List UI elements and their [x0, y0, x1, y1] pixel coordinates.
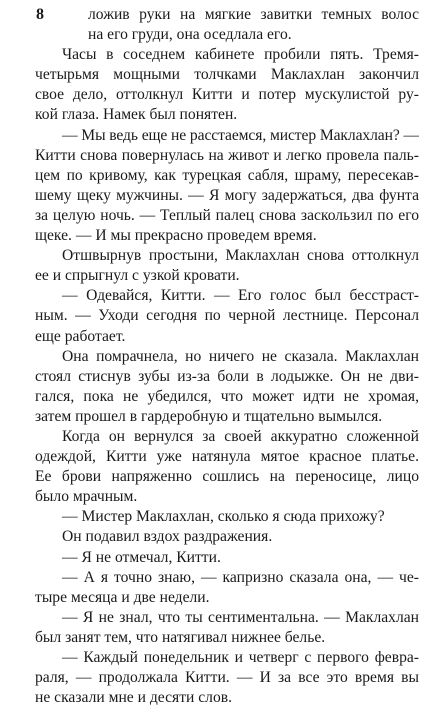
- text-line: свое дело, оттолкнул Китти и потер мускулистой ру-: [35, 86, 419, 104]
- text-line: затем прошел в гардеробную и тщательно вымылся.: [35, 407, 383, 425]
- text-line: Часы в соседнем кабинете пробили пять. Тремя-: [62, 46, 419, 64]
- text-line: было мрачным.: [35, 488, 138, 506]
- text-line: Она помрачнела, но ничего не сказала. Маклахлан: [62, 347, 419, 365]
- text-line: — Каждый понедельник и четверг с первого февра-: [62, 649, 419, 666]
- text-line: не сказали мне и десяти слов.: [35, 689, 233, 707]
- text-line: Когда он вернулся за своей аккуратно сложенной: [62, 427, 419, 445]
- body-text: [35, 5, 419, 708]
- text-line: на его груди, она оседлала его.: [88, 26, 292, 44]
- text-line: за целую ночь. — Теплый палец снова заскользил по его: [35, 206, 419, 224]
- text-line: Китти снова повернулась на живот и легко провела паль-: [35, 146, 419, 164]
- text-line: Он подавил вздох раздражения.: [62, 528, 273, 546]
- text-line: еще работает.: [35, 327, 126, 345]
- text-line: Отшвырнув простыни, Маклахлан снова оттолкнул: [62, 247, 419, 265]
- text-line: — Одевайся, Китти. — Его голос был бесстраст-: [62, 287, 419, 305]
- text-line: ным. — Уходи сегодня по черной лестнице. Персонал: [35, 307, 419, 325]
- text-line: гался, пока не убедился, что может идти не хромая,: [35, 387, 419, 405]
- text-line: — А я точно знаю, — капризно сказала она, — че-: [62, 568, 419, 586]
- text-line: четырьмя мощными толчками Маклахлан закончил: [35, 66, 419, 84]
- text-line: кой глаза. Намек был понятен.: [35, 106, 238, 124]
- text-line: тыре месяца и две недели.: [35, 588, 210, 606]
- text-line: — Я не отмечал, Китти.: [62, 548, 221, 566]
- text-line: — Мистер Маклахлан, сколько я сюда прихожу?: [62, 508, 385, 526]
- text-line: — Мы ведь еще не расстаемся, мистер Маклахлан? —: [62, 126, 419, 144]
- text-line: цем по кривому, как турецкая сабля, шраму, пересекав-: [35, 166, 419, 184]
- text-line: был занят тем, что натягивал нижнее белье.: [35, 628, 326, 646]
- text-line: — Я не знал, что ты сентиментальна. — Маклахлан: [62, 608, 419, 626]
- page-number: 8: [36, 6, 44, 23]
- text-line: щеке. — И мы прекрасно проведем время.: [35, 227, 317, 245]
- text-line: раля, — продолжала Китти. — И за все это время вы: [35, 669, 419, 687]
- text-line: стоял стиснув зубы из-за боли в лодыжке. Он не дви-: [35, 367, 419, 385]
- text-line: ее и спрыгнул с узкой кровати.: [35, 267, 240, 285]
- text-line: одеждой, Китти уже натянула мятое красное платье.: [35, 448, 419, 466]
- text-line: шему щеку мужчины. — Я могу задержаться, два фунта: [35, 186, 419, 204]
- text-line: Ее брови напряженно сошлись на переносице, лицо: [35, 468, 419, 486]
- text-line: ложив руки на мягкие завитки темных волос: [88, 6, 419, 23]
